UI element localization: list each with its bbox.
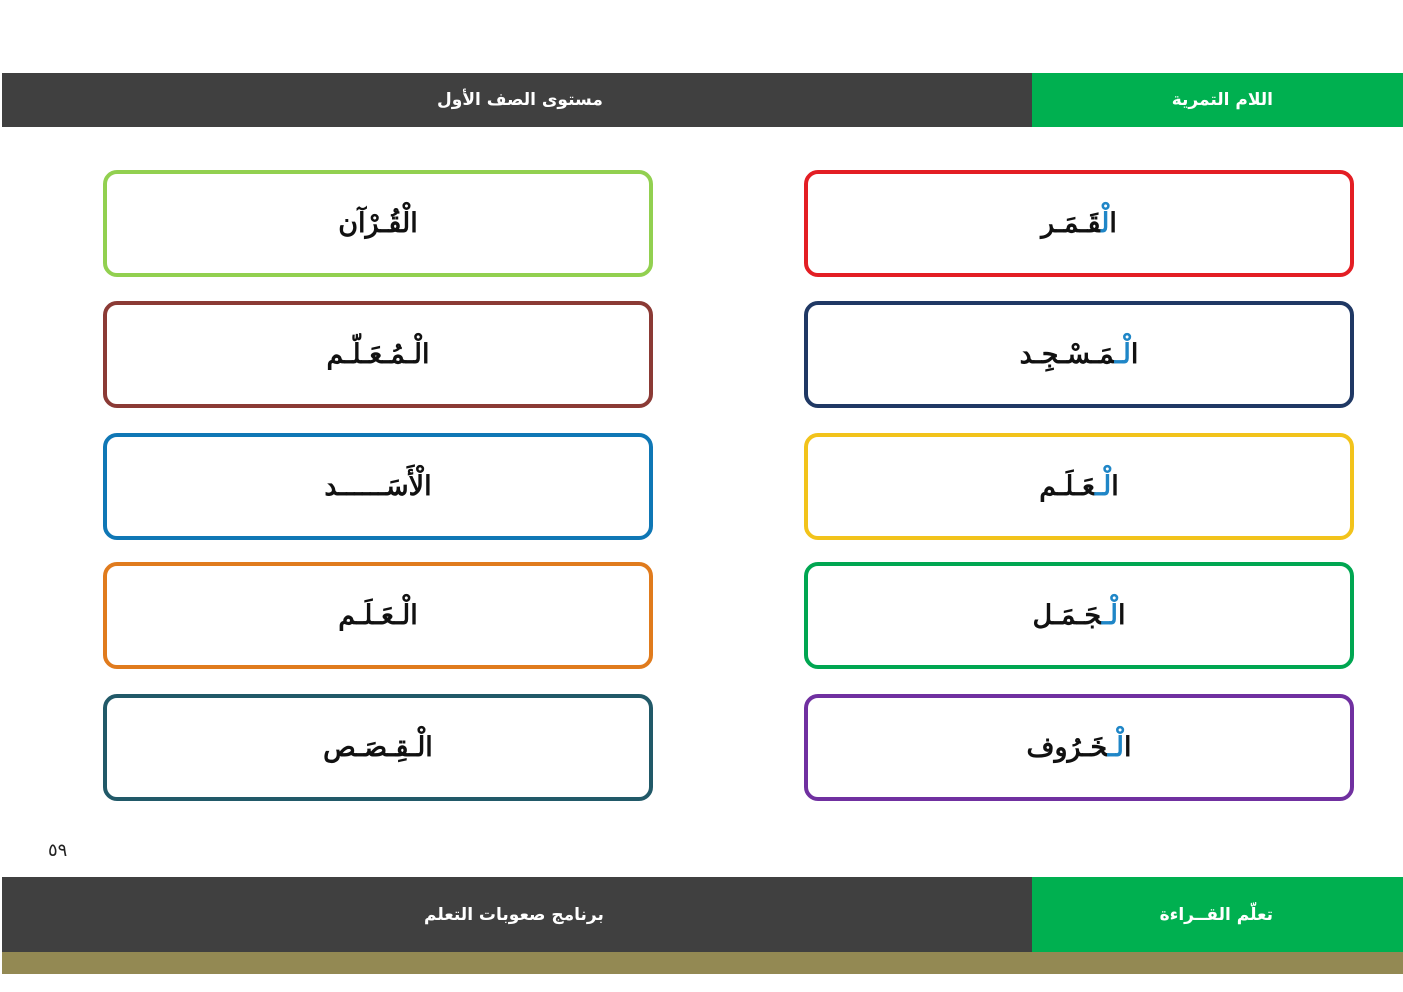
header-green-panel — [1032, 73, 1403, 127]
card-word: الْـعَـلَـم — [338, 600, 418, 631]
page-number: ٥٩ — [48, 840, 68, 861]
book-title: تعلّم القــراءة — [1159, 904, 1273, 925]
word-card-qamar — [804, 170, 1354, 277]
card-word: الْـجَـمَـل — [1032, 600, 1126, 631]
program-title: برنامج صعوبات التعلم — [424, 904, 604, 925]
card-word: الْـمُـعَـلّـم — [326, 339, 430, 370]
footer-olive-strip — [2, 952, 1403, 974]
word-card-quran — [103, 170, 653, 277]
word-card-jamal — [804, 562, 1354, 669]
card-word: الْـعَـلَـم — [1039, 471, 1119, 502]
word-card-masjid — [804, 301, 1354, 408]
header-dark-panel — [2, 73, 1032, 127]
section-title: اللام التمرية — [1171, 90, 1273, 110]
card-word: الْأَسَــــــد — [324, 471, 432, 502]
card-word: الْـمَـسْـجِـد — [1019, 339, 1139, 370]
card-word: الْـخَـرُوف — [1026, 732, 1132, 763]
footer-bar — [2, 877, 1403, 952]
top-header-bar — [2, 73, 1403, 127]
word-card-qisas — [103, 694, 653, 801]
footer-dark-panel — [2, 877, 1032, 952]
card-word: الْقَـمَـر — [1041, 208, 1117, 239]
footer-green-panel — [1032, 877, 1403, 952]
word-card-alam-2 — [103, 562, 653, 669]
word-card-muallim — [103, 301, 653, 408]
word-card-alam — [804, 433, 1354, 540]
card-word: الْـقِـصَـص — [323, 732, 433, 763]
level-title: مستوى الصف الأول — [437, 90, 603, 110]
card-word: الْقُـرْآن — [338, 208, 418, 239]
word-card-asad — [103, 433, 653, 540]
word-card-kharoof — [804, 694, 1354, 801]
